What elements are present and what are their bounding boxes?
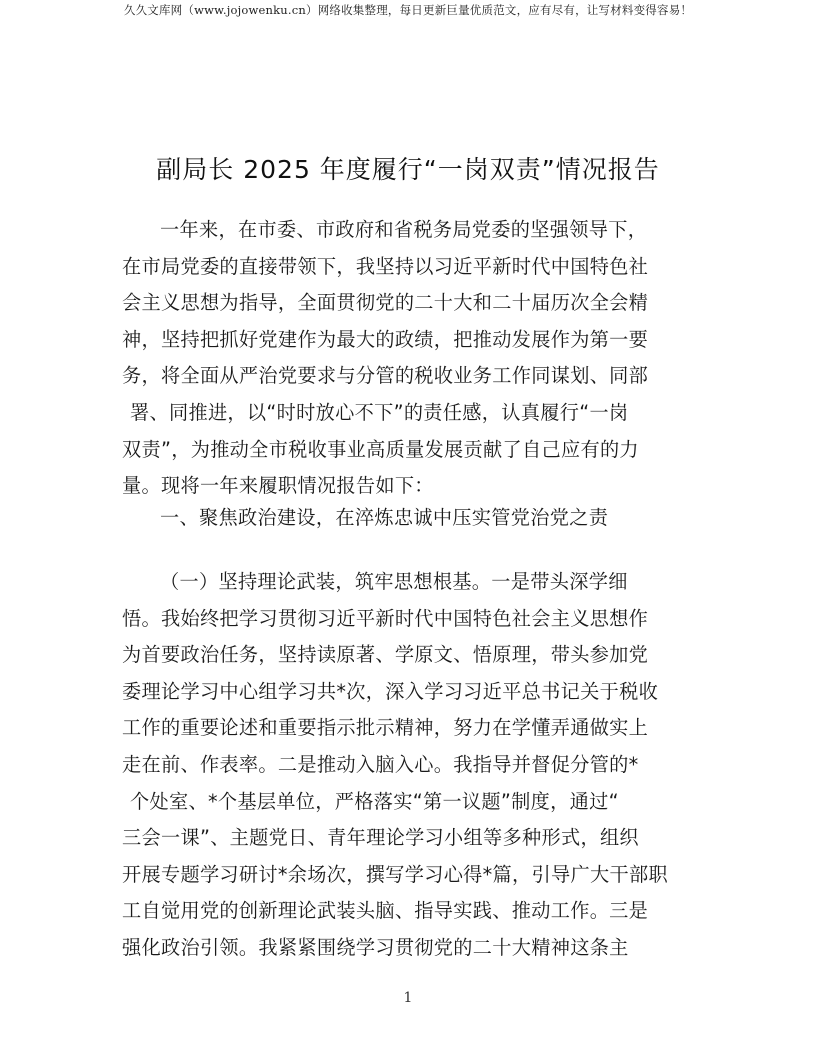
intro-paragraph [122,212,702,505]
text-line: 个处室、*个基层单位，严格落实“第一议题”制度，通过“ [130,789,619,813]
section-heading [122,500,702,537]
body-paragraph [122,564,702,967]
section-heading-text: 一、聚焦政治建设，在淬炼忠诚中压实管党治党之责 [160,506,609,529]
text-line: 署、同推进，以“时时放心不下”的责任感，认真履行“一岗 [130,400,629,424]
text-line: 走在前、作表率。二是推动入脑入心。我指导并督促分管的* [122,752,639,776]
text-line: 委理论学习中心组学习共*次，深入学习习近平总书记关于税收 [122,679,659,703]
text-line: 强化政治引领。我紧紧围绕学习贯彻党的二十大精神这条主 [122,935,629,959]
text-line: 双责”，为推动全市税收事业高质量发展贡献了自己应有的力 [122,437,639,461]
text-line: （一）坚持理论武装，筑牢思想根基。一是带头深学细 [160,570,628,593]
site-banner: 久久文库网（www.jojowenku.cn）网络收集整理，每日更新巨量优质范文，应有尽有，让写材料变得容易！ [123,3,693,17]
text-line: 开展专题学习研讨*余场次，撰写学习心得*篇，引导广大干部职 [122,862,668,886]
text-line: 量。现将一年来履职情况报告如下： [122,474,434,498]
text-line: 三会一课”、主题党日、青年理论学习小组等多种形式，组织 [122,826,639,850]
text-line: 工作的重要论述和重要指示批示精神，努力在学懂弄通做实上 [122,716,649,740]
text-line: 在市局党委的直接带领下，我坚持以习近平新时代中国特色社 [122,254,649,278]
page-number: 1 [403,990,413,1006]
text-line: 务，将全面从严治党要求与分管的税收业务工作同谋划、同部 [122,364,649,388]
text-line: 神，坚持把抓好党建作为最大的政绩，把推动发展作为第一要 [122,327,649,351]
text-line: 会主义思想为指导，全面贯彻党的二十大和二十届历次全会精 [122,291,649,315]
text-line: 一年来，在市委、市政府和省税务局党委的坚强领导下， [160,218,648,241]
text-line: 工自觉用党的创新理论武装头脑、指导实践、推动工作。三是 [122,899,649,923]
text-line: 悟。我始终把学习贯彻习近平新时代中国特色社会主义思想作 [122,606,649,630]
document-title: 副局长 2025 年度履行“一岗双责”情况报告 [156,155,660,184]
text-line: 为首要政治任务，坚持读原著、学原文、悟原理，带头参加党 [122,643,649,667]
